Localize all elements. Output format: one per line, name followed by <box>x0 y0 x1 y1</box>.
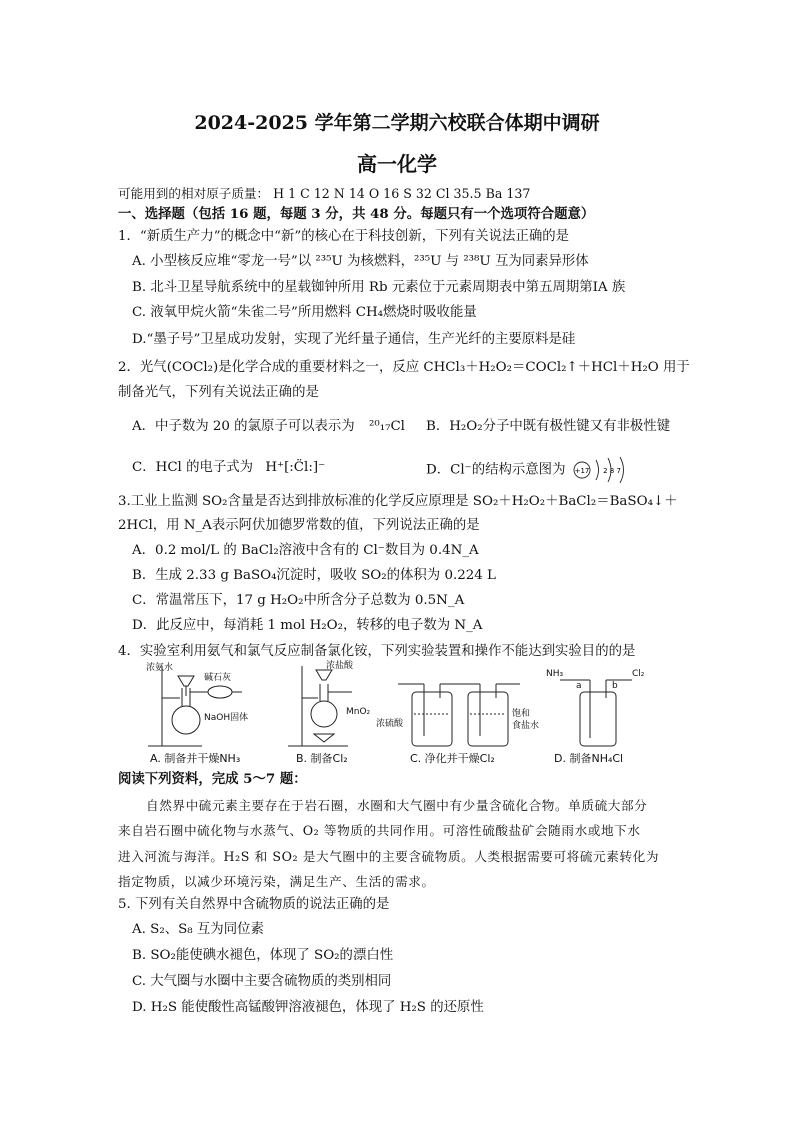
q2-option-b: B．H₂O₂分子中既有极性键又有非极性键 <box>426 419 671 434</box>
q3-stem-2: 2HCl，用 N_A表示阿伏加德罗常数的值，下列说法正确的是 <box>118 518 480 533</box>
q1-option-d: D.“墨子号”卫星成功发射，实现了光纤量子通信，生产光纤的主要原料是硅 <box>132 332 576 347</box>
ion-nucleus-label: +17 <box>574 467 590 475</box>
chloride-ion-structure-diagram <box>570 456 642 484</box>
q3-stem-1: 3.工业上监测 SO₂含量是否达到排放标准的化学反应原理是 SO₂＋H₂O₂＋BaCl₂＝BaSO₄↓＋ <box>118 494 678 509</box>
label-inlet-a: a <box>576 681 582 691</box>
q2-option-d <box>426 456 642 484</box>
q1-option-b: B. 北斗卫星导航系统中的星载铷钟所用 Rb 元素位于元素周期表中第五周期第ⅠA 族 <box>132 280 626 295</box>
caption-a: A. 制备并干燥NH₃ <box>150 752 241 765</box>
q2-stem-2: 制备光气，下列有关说法正确的是 <box>118 385 319 400</box>
label-mno2: MnO₂ <box>346 707 371 717</box>
q2-stem-1: 2．光气(COCl₂)是化学合成的重要材料之一，反应 CHCl₃＋H₂O₂＝COCl₂↑＋HCl＋H₂O 用于 <box>118 360 690 375</box>
q3-option-b: B．生成 2.33 g BaSO₄沉淀时，吸收 SO₂的体积为 0.224 L <box>132 568 496 583</box>
q1-option-a: A. 小型核反应堆“零龙一号”以 ²³⁵U 为核燃料，²³⁵U 与 ²³⁸U 互为同素异形体 <box>132 254 589 269</box>
label-soda-lime: 碱石灰 <box>204 673 232 683</box>
q2-option-a-text: A．中子数为 20 的氯原子可以表示为 <box>132 419 355 434</box>
q5-option-d: D. H₂S 能使酸性高锰酸钾溶液褪色，体现了 H₂S 的还原性 <box>132 1000 484 1015</box>
label-conc-hcl: 浓盐酸 <box>326 661 354 671</box>
atomic-masses: 可能用到的相对原子质量： H 1 C 12 N 14 O 16 S 32 Cl 35.5 Ba 137 <box>118 186 531 201</box>
label-conc-ammonia: 浓氨水 <box>146 663 174 673</box>
q5-stem: 5. 下列有关自然界中含硫物质的说法正确的是 <box>118 897 390 912</box>
caption-d: D. 制备NH₄Cl <box>554 752 624 765</box>
q2-option-a <box>132 415 405 434</box>
exam-subtitle: 高一化学 <box>357 152 437 176</box>
reading-line-4: 指定物质，以减少环境污染，满足生产、生活的需求。 <box>118 874 435 889</box>
ion-shell-electrons: 2 8 7 <box>602 467 621 475</box>
caption-c: C. 净化并干燥Cl₂ <box>410 752 495 765</box>
q5-option-c: C. 大气圈与水圈中主要含硫物质的类别相同 <box>132 974 392 989</box>
label-brine: 食盐水 <box>512 721 540 731</box>
q5-option-b: B. SO₂能使碘水褪色，体现了 SO₂的漂白性 <box>132 948 394 963</box>
label-conc-h2so4: 浓硫酸 <box>376 719 404 729</box>
section-heading: 一、选择题（包括 16 题，每题 3 分，共 48 分。每题只有一个选项符合题意） <box>118 206 595 222</box>
label-nh3: NH₃ <box>546 669 564 679</box>
q3-option-d: D．此反应中，每消耗 1 mol H₂O₂，转移的电子数为 N_A <box>132 618 483 633</box>
label-inlet-b: b <box>612 681 618 691</box>
q2-option-c <box>132 456 325 475</box>
reading-heading: 阅读下列资料，完成 5～7 题： <box>118 771 307 787</box>
reading-line-1: 自然界中硫元素主要存在于岩石圈，水圈和大气圈中有少量含硫化合物。单质硫大部分 <box>146 798 648 813</box>
reading-line-3: 进入河流与海洋。H₂S 和 SO₂ 是大气圈中的主要含硫物质。人类根据需要可将硫元素转化为 <box>118 849 660 864</box>
label-cl2: Cl₂ <box>632 669 645 679</box>
q2-option-a-formula: ²⁰₁₇Cl <box>368 419 405 434</box>
q2-option-c-text: C．HCl 的电子式为 <box>132 460 254 475</box>
label-saturated: 饱和 <box>512 709 531 719</box>
q2-option-c-formula: H⁺[:C̈l:]⁻ <box>265 460 326 475</box>
q2-option-d-text: D．Cl⁻的结构示意图为 <box>426 462 566 478</box>
q4-apparatus-figure <box>120 658 680 766</box>
caption-b: B. 制备Cl₂ <box>296 752 348 765</box>
q3-option-c: C．常温常压下，17 g H₂O₂中所含分子总数为 0.5N_A <box>132 593 465 608</box>
q4-stem: 4．实验室利用氨气和氯气反应制备氯化铵，下列实验装置和操作不能达到实验目的的是 <box>118 644 636 659</box>
exam-title: 2024-2025 学年第二学期六校联合体期中调研 <box>194 112 600 134</box>
reading-line-2: 来自岩石圈中硫化物与水蒸气、O₂ 等物质的共同作用。可溶性硫酸盐矿会随雨水或地下水 <box>118 823 641 838</box>
q1-option-c: C. 液氧甲烷火箭“朱雀二号”所用燃料 CH₄燃烧时吸收能量 <box>132 305 477 320</box>
q1-stem: 1．“新质生产力”的概念中“新”的核心在于科技创新，下列有关说法正确的是 <box>118 229 570 244</box>
label-naoh-solid: NaOH固体 <box>204 713 249 723</box>
q3-option-a: A．0.2 mol/L 的 BaCl₂溶液中含有的 Cl⁻数目为 0.4N_A <box>132 543 479 558</box>
q5-option-a: A. S₂、S₈ 互为同位素 <box>132 922 264 937</box>
